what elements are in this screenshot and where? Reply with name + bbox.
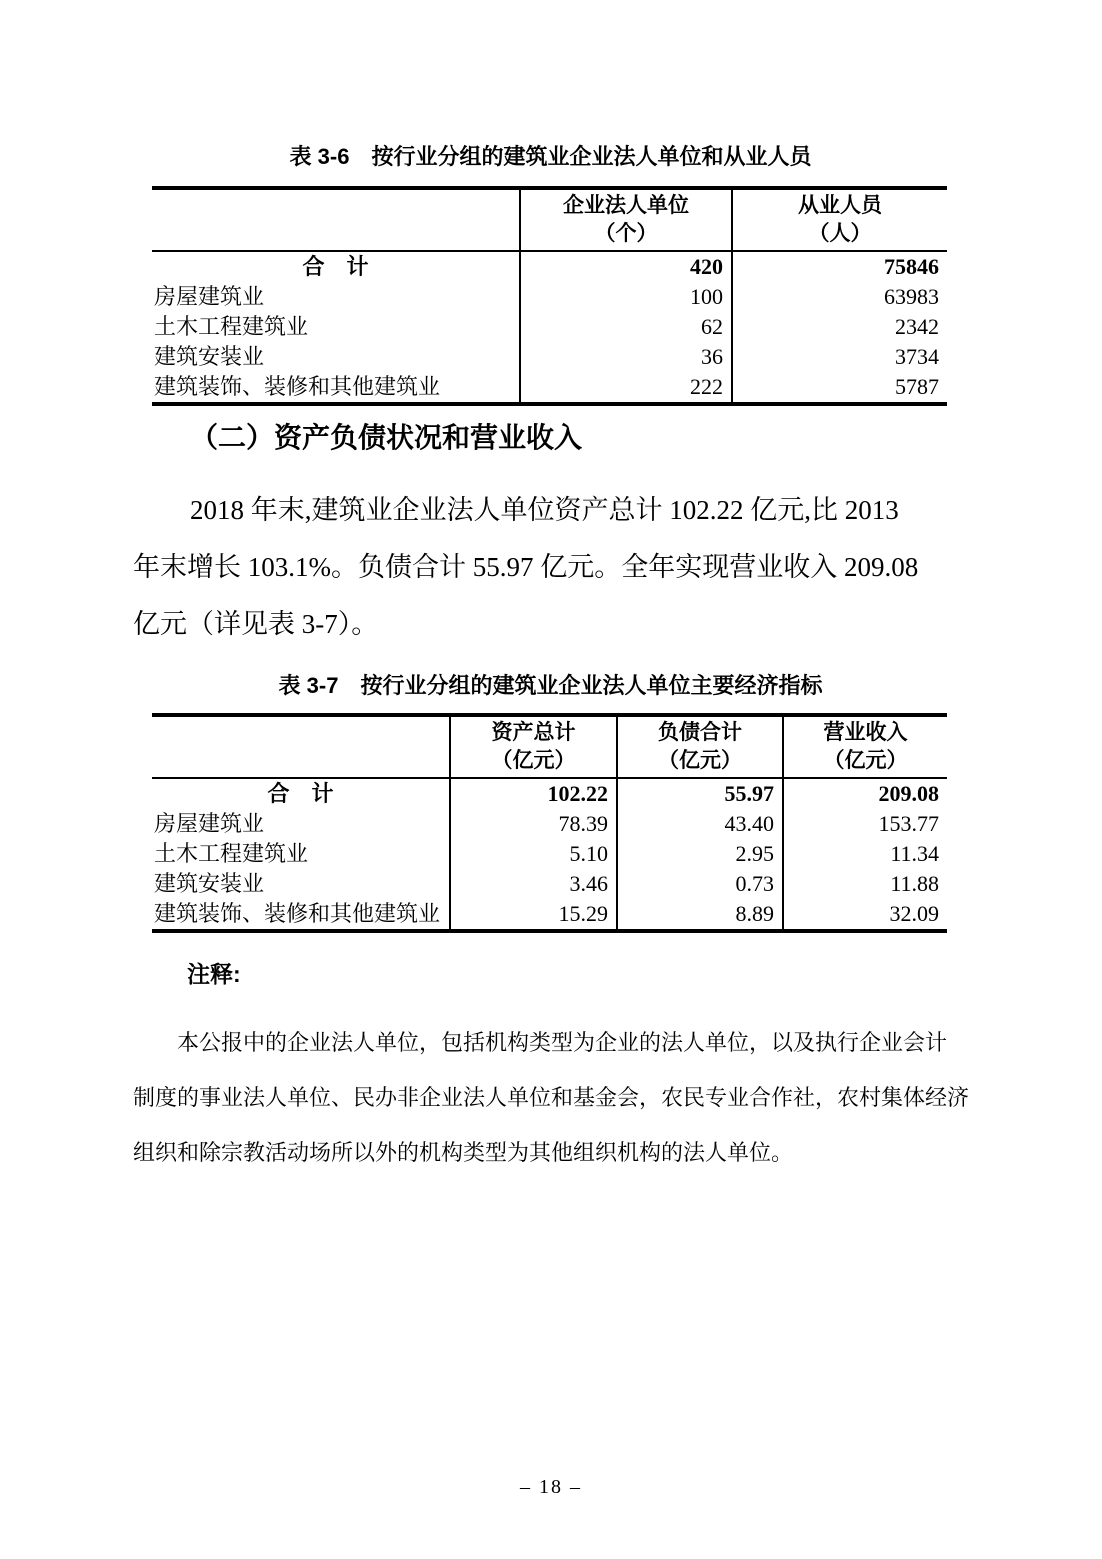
cell-value: 153.77	[783, 809, 947, 839]
row-label: 土木工程建筑业	[154, 841, 309, 866]
cell-value: 36	[520, 342, 732, 372]
col-header-line2: （亿元）	[491, 749, 576, 772]
table-row	[152, 809, 947, 839]
notes-heading: 注释:	[187, 961, 241, 987]
col-header-line2: （个）	[594, 222, 658, 245]
row-label: 合 计	[267, 781, 334, 806]
row-label: 合 计	[302, 254, 369, 279]
col-header-line2: （亿元）	[823, 749, 908, 772]
table-3-6-title: 表 3-6 按行业分组的建筑业企业法人单位和从业人员	[289, 144, 812, 169]
col-header-line1: 资产总计	[491, 721, 576, 744]
col-header-line2: （亿元）	[658, 749, 742, 772]
table-row	[152, 282, 947, 312]
cell-value: 62	[520, 312, 732, 342]
page-number: – 18 –	[520, 1476, 582, 1498]
cell-value: 8.89	[617, 899, 783, 931]
table-3-6	[152, 186, 947, 406]
table-3-7-stub-header	[152, 715, 450, 778]
table-3-7-title: 表 3-7 按行业分组的建筑业企业法人单位主要经济指标	[278, 673, 823, 698]
notes-line: 本公报中的企业法人单位，包括机构类型为企业的法人单位，以及执行企业会计	[177, 1030, 948, 1055]
table-row	[152, 372, 947, 404]
table-3-7-col-header-assets	[450, 715, 617, 778]
table-row-total	[152, 778, 947, 809]
table-row	[152, 899, 947, 931]
row-label: 土木工程建筑业	[154, 314, 309, 339]
table-3-6-stub-header	[152, 188, 520, 251]
paragraph-line: 亿元（详见表 3-7）。	[133, 609, 379, 639]
table-row-total	[152, 251, 947, 282]
cell-value: 11.34	[783, 839, 947, 869]
cell-value: 55.97	[617, 778, 783, 809]
table-row	[152, 312, 947, 342]
cell-value: 5.10	[450, 839, 617, 869]
table-3-6-header-row	[152, 188, 947, 251]
body-paragraph	[133, 482, 973, 653]
cell-value: 0.73	[617, 869, 783, 899]
cell-value: 222	[520, 372, 732, 404]
section-heading: （二）资产负债状况和营业收入	[190, 423, 583, 454]
cell-value: 209.08	[783, 778, 947, 809]
table-3-6-col-header-legal-units	[520, 188, 732, 251]
notes-line: 制度的事业法人单位、民办非企业法人单位和基金会，农民专业合作社，农村集体经济	[133, 1085, 970, 1110]
row-label: 建筑装饰、装修和其他建筑业	[154, 901, 441, 926]
table-3-7-header-row	[152, 715, 947, 778]
cell-value: 2.95	[617, 839, 783, 869]
cell-value: 3734	[732, 342, 947, 372]
table-3-7-col-header-revenue	[783, 715, 947, 778]
cell-value: 43.40	[617, 809, 783, 839]
paragraph-line: 2018 年末,建筑业企业法人单位资产总计 102.22 亿元,比 2013	[190, 495, 899, 525]
row-label: 房屋建筑业	[154, 284, 265, 309]
row-label: 建筑装饰、装修和其他建筑业	[154, 374, 441, 399]
cell-value: 420	[520, 251, 732, 282]
table-3-7-col-header-liabilities	[617, 715, 783, 778]
row-label: 建筑安装业	[154, 344, 265, 369]
col-header-line1: 企业法人单位	[563, 194, 689, 217]
cell-value: 32.09	[783, 899, 947, 931]
cell-value: 3.46	[450, 869, 617, 899]
table-3-6-col-header-employees	[732, 188, 947, 251]
cell-value: 11.88	[783, 869, 947, 899]
cell-value: 15.29	[450, 899, 617, 931]
cell-value: 102.22	[450, 778, 617, 809]
table-row	[152, 839, 947, 869]
paragraph-line: 年末增长 103.1%。负债合计 55.97 亿元。全年实现营业收入 209.08	[133, 552, 919, 582]
col-header-line1: 负债合计	[658, 721, 742, 744]
cell-value: 63983	[732, 282, 947, 312]
notes-paragraph	[133, 1015, 978, 1180]
notes-line: 组织和除宗教活动场所以外的机构类型为其他组织机构的法人单位。	[133, 1140, 794, 1165]
row-label: 房屋建筑业	[154, 811, 265, 836]
cell-value: 78.39	[450, 809, 617, 839]
row-label: 建筑安装业	[154, 871, 265, 896]
col-header-line1: 从业人员	[798, 194, 882, 217]
cell-value: 75846	[732, 251, 947, 282]
table-row	[152, 342, 947, 372]
col-header-line1: 营业收入	[823, 721, 908, 744]
cell-value: 100	[520, 282, 732, 312]
table-row	[152, 869, 947, 899]
col-header-line2: （人）	[808, 222, 872, 245]
cell-value: 5787	[732, 372, 947, 404]
table-3-7	[152, 713, 947, 933]
cell-value: 2342	[732, 312, 947, 342]
